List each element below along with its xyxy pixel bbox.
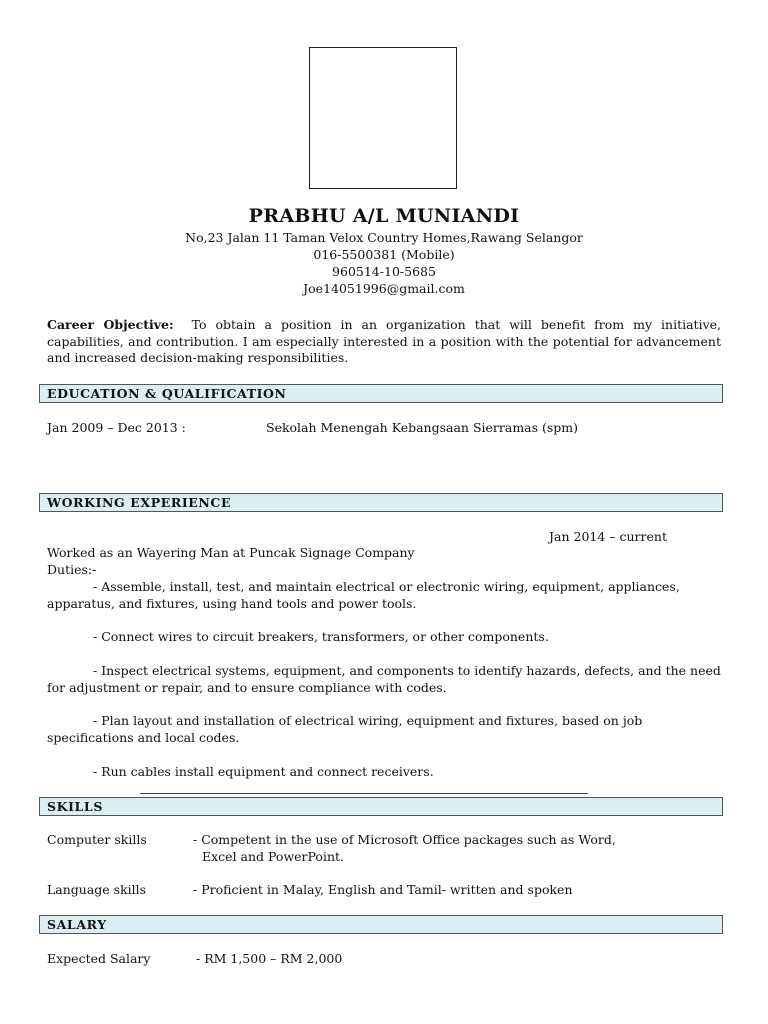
salary-heading: SALARY <box>39 915 723 934</box>
education-heading: EDUCATION & QUALIFICATION <box>39 384 723 403</box>
salary-value: - RM 1,500 – RM 2,000 <box>196 951 343 966</box>
duty-item: - Connect wires to circuit breakers, transformers, or other components. <box>93 629 549 644</box>
computer-skills-value-cont: Excel and PowerPoint. <box>202 849 344 864</box>
experience-heading: WORKING EXPERIENCE <box>39 493 723 512</box>
education-period: Jan 2009 – Dec 2013 : <box>47 420 186 435</box>
ic-number: 960514-10-5685 <box>332 264 436 279</box>
divider-line <box>140 793 588 794</box>
language-skills-value: - Proficient in Malay, English and Tamil- written and spoken <box>193 882 573 897</box>
computer-skills-value: - Competent in the use of Microsoft Office packages such as Word, <box>193 832 616 847</box>
email[interactable]: Joe14051996@gmail.com <box>303 281 465 296</box>
duty-item: - Inspect electrical systems, equipment, and components to identify hazards, defects, and the need for adjustment or repair, and to ensure compliance with codes. <box>47 663 721 695</box>
computer-skills-label: Computer skills <box>47 832 147 847</box>
language-skills-label: Language skills <box>47 882 147 897</box>
education-school: Sekolah Menengah Kebangsaan Sierramas (spm) <box>266 420 579 435</box>
career-objective-label: Career Objective: <box>47 317 174 332</box>
photo-placeholder <box>309 47 457 189</box>
duties-label: Duties:- <box>47 562 97 577</box>
career-objective <box>47 317 721 367</box>
phone: 016-5500381 (Mobile) <box>313 247 455 262</box>
address: No,23 Jalan 11 Taman Velox Country Homes,Rawang Selangor <box>185 230 583 245</box>
candidate-name: PRABHU A/L MUNIANDI <box>248 205 520 227</box>
duty-item: - Plan layout and installation of electrical wiring, equipment and fixtures, based on job specifications and local codes. <box>47 713 643 745</box>
salary-label: Expected Salary <box>47 951 151 966</box>
career-objective-text: To obtain a position in an organization that will benefit from my initiative, capabilities, and contribution. I am especially interested in a position with the potential for advancement and increased decision-making responsibilities. <box>47 317 722 365</box>
duty-item: - Run cables install equipment and connect receivers. <box>93 764 434 779</box>
duty-item: - Assemble, install, test, and maintain electrical or electronic wiring, equipment, appliances, apparatus, and fixtures, using hand tools and power tools. <box>47 579 680 611</box>
experience-role: Worked as an Wayering Man at Puncak Signage Company <box>47 545 415 560</box>
skills-heading: SKILLS <box>39 797 723 816</box>
experience-period: Jan 2014 – current <box>549 529 667 544</box>
